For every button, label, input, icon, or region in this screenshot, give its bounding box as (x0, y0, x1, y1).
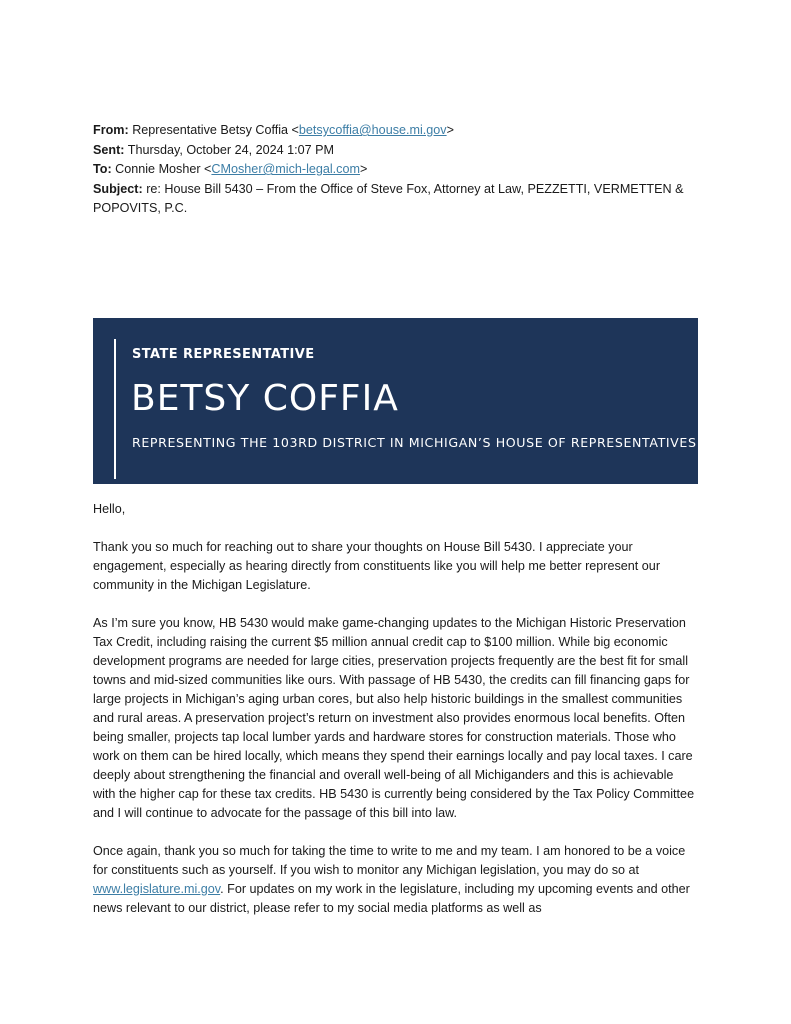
sent-line (93, 141, 713, 161)
subject-label: Subject: (93, 181, 143, 196)
paragraph-closing-a: Once again, thank you so much for taking the time to write to me and my team. I am honored to be a voice for constituents such as yourself. If you wish to monitor any Michigan legislation, you may do so at (93, 844, 686, 877)
banner-kicker: STATE REPRESENTATIVE (132, 347, 315, 362)
banner-name: BETSY COFFIA (131, 378, 399, 419)
paragraph-closing (93, 842, 699, 918)
paragraph-closing-b: . For updates on my work in the legislature, including my upcoming events and other news relevant to our district, please refer to my social media platforms as well as (93, 882, 690, 915)
from-close: > (446, 123, 454, 137)
to-close: > (359, 162, 368, 176)
to-label: To: (93, 162, 112, 176)
from-name: Representative Betsy Coffia < (132, 123, 299, 137)
banner-divider (114, 339, 116, 479)
to-email-link[interactable]: CMosher@mich-legal.com (211, 162, 360, 176)
greeting: Hello, (93, 502, 126, 516)
banner-district: REPRESENTING THE 103RD DISTRICT IN MICHIGAN’S HOUSE OF REPRESENTATIVES (132, 435, 697, 450)
from-email-link[interactable]: betsycoffia@house.mi.gov (298, 123, 447, 137)
to-name: Connie Mosher < (115, 162, 212, 176)
from-label: From: (93, 123, 129, 137)
representative-banner (93, 318, 698, 484)
sent-label: Sent: (93, 142, 125, 157)
to-line (93, 160, 713, 180)
subject-line (93, 180, 713, 219)
from-line (93, 121, 713, 141)
letter-body (93, 500, 699, 937)
email-header-block (93, 121, 713, 219)
subject-value: re: House Bill 5430 – From the Office of Steve Fox, Attorney at Law, PEZZETTI, VERMETTEN & POPOVITS, P.C. (93, 181, 684, 215)
paragraph-thanks: Thank you so much for reaching out to share your thoughts on House Bill 5430. I appreciate your engagement, especially as hearing directly from constituents like you will help me better represent our community in the Michigan Legislature. (93, 540, 661, 592)
paragraph-hb5430: As I’m sure you know, HB 5430 would make game-changing updates to the Michigan Historic Preservation Tax Credit, including raising the current $5 million annual credit cap to $100 million. While big economic development programs are needed for large cities, preservation projects frequently are the best fit for small towns and mid-sized communities like ours. With passage of HB 5430, the credits can fill financing gaps for large projects in Michigan’s aging urban cores, but also help historic buildings in the smallest communities and rural areas. A preservation project’s return on investment also provides enormous local benefits. Often being smaller, projects tap local lumber yards and hardware stores for construction materials. Those who work on them can be hired locally, which means they spend their earnings locally and pay local taxes. I care deeply about strengthening the financial and overall well-being of all Michiganders and this is achievable with the higher cap for these tax credits. HB 5430 is currently being considered by the Tax Policy Committee and I will continue to advocate for the passage of this bill into law. (93, 616, 695, 820)
sent-value: Thursday, October 24, 2024 1:07 PM (127, 142, 335, 157)
legislature-link[interactable]: www.legislature.mi.gov (93, 882, 221, 896)
